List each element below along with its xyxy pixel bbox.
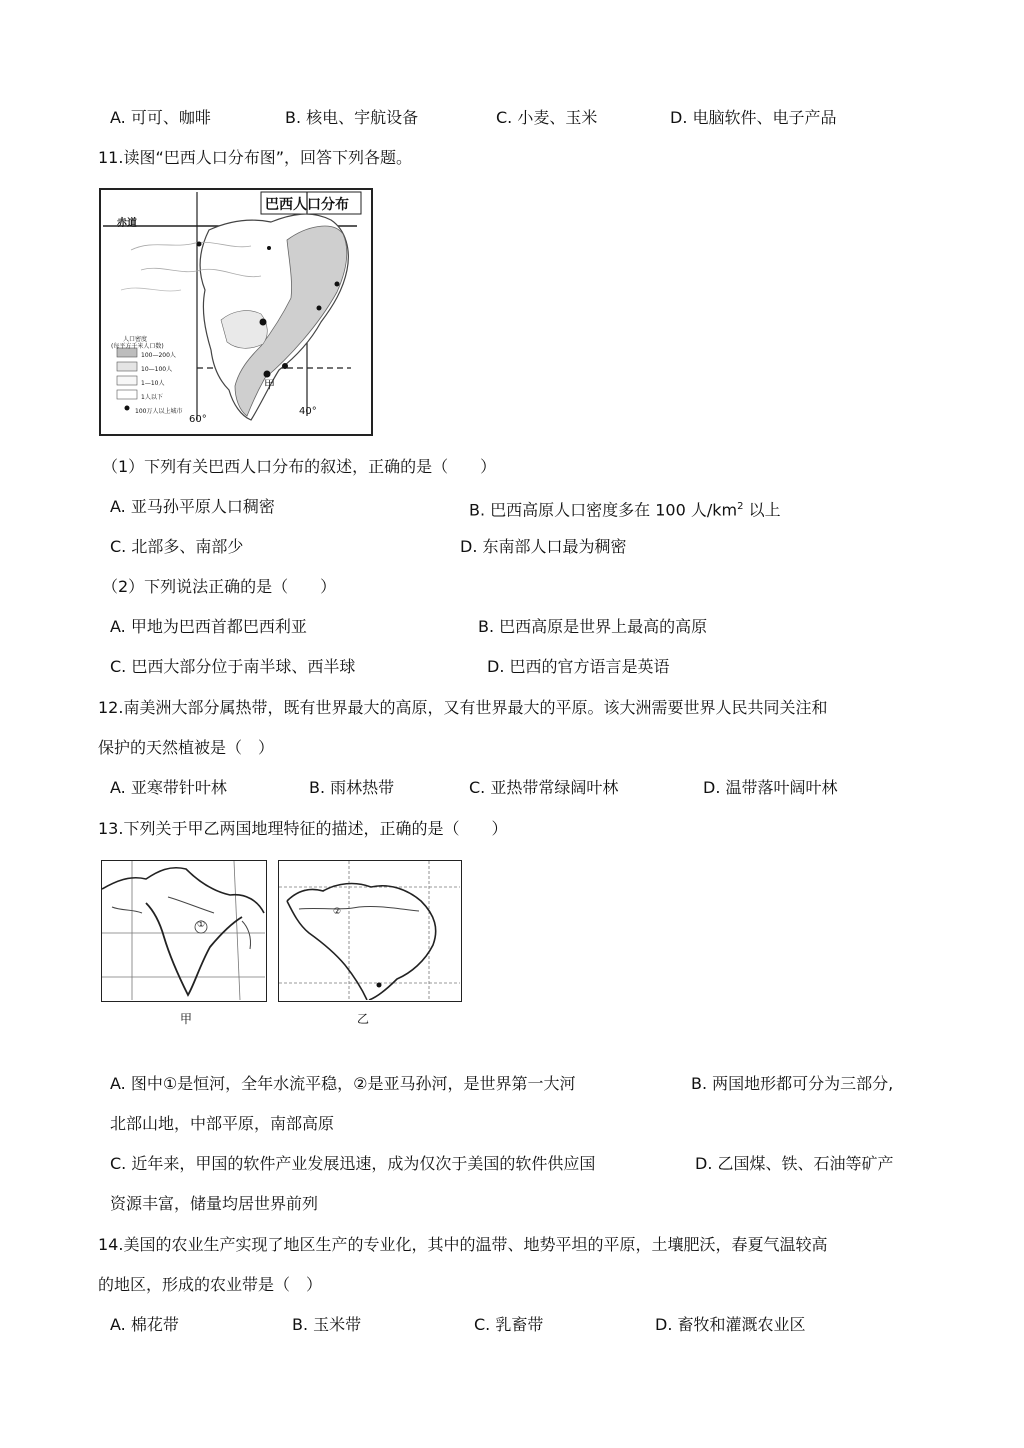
- legend-item-1: 100—200人: [141, 352, 176, 359]
- q11-stem: 11.读图“巴西人口分布图”，回答下列各题。: [98, 148, 413, 167]
- q11-sub2-option-b: B. 巴西高原是世界上最高的高原: [478, 617, 708, 636]
- longitude-60-label: 60°: [189, 414, 207, 425]
- q12-stem-line2: 保护的天然植被是（ ）: [98, 738, 275, 757]
- q13-option-a: A. 图中①是恒河，全年水流平稳，②是亚马孙河，是世界第一大河: [110, 1074, 576, 1093]
- q11-sub1-option-d: D. 东南部人口最为稠密: [460, 537, 627, 556]
- q14-option-c: C. 乳畜带: [474, 1315, 544, 1334]
- map-jia-label: 甲: [180, 1012, 193, 1026]
- q11-sub1-option-a: A. 亚马孙平原人口稠密: [110, 497, 275, 516]
- point-jia-label: 甲: [264, 378, 275, 391]
- map-yi-label: 乙: [357, 1012, 370, 1026]
- legend-item-3: 1—10人: [141, 380, 165, 387]
- q14-option-a: A. 棉花带: [110, 1315, 179, 1334]
- river-marker-2: ②: [333, 907, 342, 917]
- equator-label: 赤道: [117, 218, 137, 229]
- river-marker-1: ①: [197, 920, 206, 930]
- q11-sub1-option-c: C. 北部多、南部少: [110, 537, 244, 556]
- brazil-small-map-drawing: [279, 861, 460, 1000]
- q12-option-c: C. 亚热带常绿阔叶林: [469, 778, 619, 797]
- q13-option-d-line2: 资源丰富，储量均居世界前列: [110, 1194, 319, 1213]
- q10-option-b: B. 核电、宇航设备: [285, 108, 419, 127]
- brazil-map-title: 巴西人口分布: [265, 197, 349, 213]
- q10-option-c: C. 小麦、玉米: [496, 108, 598, 127]
- legend-title: 人口密度: [123, 336, 148, 343]
- q13-option-c: C. 近年来，甲国的软件产业发展迅速，成为仅次于美国的软件供应国: [110, 1154, 596, 1173]
- q11-sub1-stem: （1）下列有关巴西人口分布的叙述，正确的是（ ）: [102, 457, 497, 476]
- q10-option-a: A. 可可、咖啡: [110, 108, 211, 127]
- q14-stem-line2: 的地区，形成的农业带是（ ）: [98, 1275, 323, 1294]
- q10-option-d: D. 电脑软件、电子产品: [670, 108, 837, 127]
- q12-option-b: B. 雨林热带: [309, 778, 395, 797]
- q11-sub1-option-b-suffix: 以上: [743, 500, 781, 520]
- map-yi-brazil: [278, 860, 462, 1002]
- q14-stem-line1: 14.美国的农业生产实现了地区生产的专业化，其中的温带、地势平坦的平原，土壤肥沃，春夏气温较高: [98, 1235, 828, 1254]
- legend-item-4: 1人以下: [141, 394, 163, 401]
- q12-stem-line1: 12.南美洲大部分属热带，既有世界最大的高原，又有世界最大的平原。该大洲需要世界人民共同关注和: [98, 698, 828, 717]
- q11-sub1-option-b: [469, 495, 781, 522]
- q12-option-a: A. 亚寒带针叶林: [110, 778, 227, 797]
- q13-option-d-line1: D. 乙国煤、铁、石油等矿产: [695, 1154, 894, 1173]
- q14-option-b: B. 玉米带: [292, 1315, 362, 1334]
- q13-stem: 13.下列关于甲乙两国地理特征的描述，正确的是（ ）: [98, 819, 508, 838]
- q13-option-b-line1: B. 两国地形都可分为三部分,: [691, 1074, 894, 1093]
- q11-sub2-stem: （2）下列说法正确的是（ ）: [102, 577, 337, 596]
- legend-subtitle: (每平方千米人口数): [111, 343, 164, 350]
- longitude-40-label: 40°: [299, 406, 317, 417]
- map-jia-india: [101, 860, 267, 1002]
- legend-item-2: 10—100人: [141, 366, 173, 373]
- q11-sub2-option-d: D. 巴西的官方语言是英语: [487, 657, 670, 676]
- q14-option-d: D. 畜牧和灌溉农业区: [655, 1315, 806, 1334]
- q11-sub1-option-b-text: B. 巴西高原人口密度多在 100 人/km: [469, 500, 738, 520]
- q11-sub2-option-a: A. 甲地为巴西首都巴西利亚: [110, 617, 307, 636]
- q11-sub1-option-b-sup: 2: [737, 501, 744, 512]
- q12-option-d: D. 温带落叶阔叶林: [703, 778, 838, 797]
- q11-sub2-option-c: C. 巴西大部分位于南半球、西半球: [110, 657, 356, 676]
- legend-item-5: 100万人以上城市: [135, 408, 183, 415]
- q13-option-b-line2: 北部山地，中部平原，南部高原: [110, 1114, 335, 1133]
- brazil-population-map: [99, 188, 373, 436]
- india-map-drawing: [102, 861, 265, 1000]
